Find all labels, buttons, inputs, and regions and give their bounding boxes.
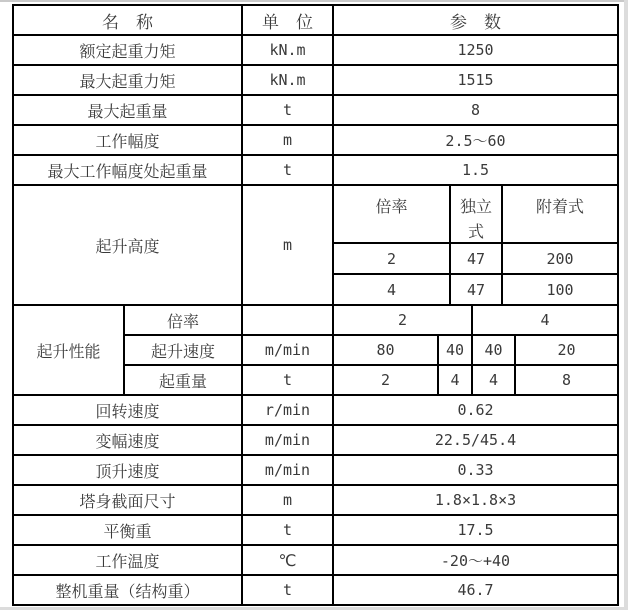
row-unit: r/min <box>243 396 334 426</box>
sub-row-label: 起重量 <box>125 366 243 396</box>
table-row <box>14 126 619 156</box>
table-row <box>14 546 619 576</box>
row-name: 最大起重力矩 <box>14 66 243 96</box>
hoist-height-section <box>14 186 619 306</box>
table-row <box>14 96 619 126</box>
row-name: 工作幅度 <box>14 126 243 156</box>
performance-units <box>243 306 334 396</box>
performance-values <box>334 306 619 396</box>
table-row <box>14 576 619 606</box>
row-name: 平衡重 <box>14 516 243 546</box>
table-row <box>14 426 619 456</box>
row-param: 0.62 <box>334 396 619 426</box>
crane-spec-table <box>12 4 619 606</box>
table-row <box>14 486 619 516</box>
sub-value: 2 <box>334 306 473 336</box>
row-param: 17.5 <box>334 516 619 546</box>
row-name: 最大工作幅度处起重量 <box>14 156 243 186</box>
row-unit: t <box>243 516 334 546</box>
row-param: 1.8×1.8×3 <box>334 486 619 516</box>
sub-value: 47 <box>451 275 503 306</box>
sub-value: 200 <box>503 244 619 275</box>
sub-value: 2 <box>334 366 439 396</box>
window-edge-top <box>0 0 628 2</box>
sub-value: 80 <box>334 336 439 366</box>
subtable-row <box>334 244 619 275</box>
sub-row-label: 起升速度 <box>125 336 243 366</box>
row-param: 0.33 <box>334 456 619 486</box>
sub-row-unit <box>243 306 334 336</box>
sub-value: 8 <box>516 366 619 396</box>
table-row <box>14 516 619 546</box>
table-row <box>14 456 619 486</box>
sub-value: 40 <box>439 336 473 366</box>
sub-value: 47 <box>451 244 503 275</box>
table-row <box>14 156 619 186</box>
row-unit: ℃ <box>243 546 334 576</box>
hoist-performance-section <box>14 306 619 396</box>
table-row <box>14 66 619 96</box>
row-unit: m <box>243 186 334 306</box>
col-header-name: 名 称 <box>14 6 243 36</box>
row-unit: m/min <box>243 426 334 456</box>
row-param: 1250 <box>334 36 619 66</box>
subcol-header: 倍率 <box>334 186 451 244</box>
row-name: 变幅速度 <box>14 426 243 456</box>
sub-value: 100 <box>503 275 619 306</box>
row-unit: kN.m <box>243 36 334 66</box>
row-unit: m/min <box>243 456 334 486</box>
subtable-row <box>334 336 619 366</box>
row-name: 工作温度 <box>14 546 243 576</box>
sub-row-unit: t <box>243 366 334 396</box>
row-param: 1.5 <box>334 156 619 186</box>
row-param: 8 <box>334 96 619 126</box>
row-unit: m <box>243 126 334 156</box>
subtable-row <box>334 366 619 396</box>
row-param: 46.7 <box>334 576 619 606</box>
header-row <box>14 6 619 36</box>
row-name: 整机重量（结构重） <box>14 576 243 606</box>
col-header-param: 参 数 <box>334 6 619 36</box>
table-row <box>14 396 619 426</box>
row-unit: t <box>243 576 334 606</box>
row-name: 回转速度 <box>14 396 243 426</box>
table-row <box>14 36 619 66</box>
row-name: 塔身截面尺寸 <box>14 486 243 516</box>
subcol-header: 附着式 <box>503 186 619 244</box>
row-name: 顶升速度 <box>14 456 243 486</box>
subtable-row <box>334 275 619 306</box>
sub-value: 20 <box>516 336 619 366</box>
subcol-header: 独立式 <box>451 186 503 244</box>
col-header-unit: 单 位 <box>243 6 334 36</box>
sub-value: 2 <box>334 244 451 275</box>
row-name: 起升高度 <box>14 186 243 306</box>
sub-value: 4 <box>334 275 451 306</box>
row-unit: kN.m <box>243 66 334 96</box>
row-param: -20～+40 <box>334 546 619 576</box>
sub-value: 4 <box>473 366 516 396</box>
sub-value: 4 <box>473 306 619 336</box>
sub-value: 4 <box>439 366 473 396</box>
row-param: 1515 <box>334 66 619 96</box>
window-edge-right <box>624 0 628 610</box>
subtable-row <box>334 306 619 336</box>
hoist-height-subtable <box>334 186 619 306</box>
row-name: 额定起重力矩 <box>14 36 243 66</box>
row-unit: t <box>243 96 334 126</box>
sub-row-label: 倍率 <box>125 306 243 336</box>
performance-labels <box>125 306 243 396</box>
row-name: 起升性能 <box>14 306 125 396</box>
row-unit: m <box>243 486 334 516</box>
sub-row-unit: m/min <box>243 336 334 366</box>
sub-value: 40 <box>473 336 516 366</box>
row-unit: t <box>243 156 334 186</box>
row-param: 22.5/45.4 <box>334 426 619 456</box>
row-name: 最大起重量 <box>14 96 243 126</box>
row-param: 2.5～60 <box>334 126 619 156</box>
subtable-header-row <box>334 186 619 244</box>
